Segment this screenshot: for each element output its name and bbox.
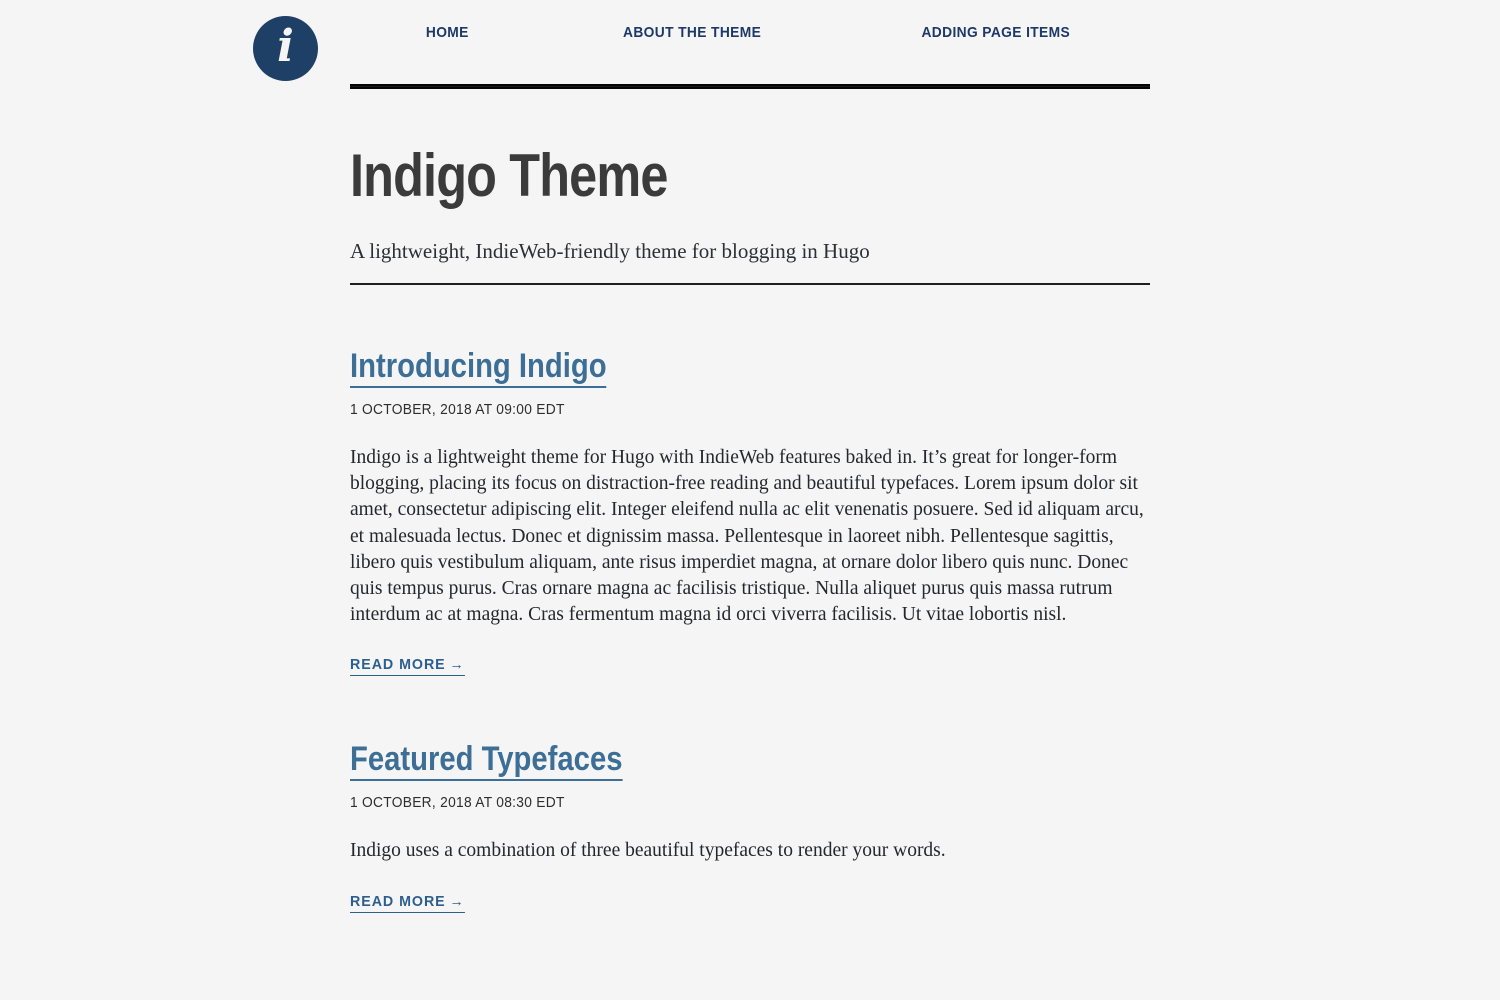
article-title bbox=[350, 347, 1038, 385]
page-title: Indigo Theme bbox=[350, 142, 668, 209]
nav-item-home[interactable]: HOME bbox=[425, 24, 469, 41]
read-more-link-introducing-indigo[interactable] bbox=[350, 656, 465, 676]
article-featured-typefaces bbox=[350, 740, 1150, 912]
nav-item-adding-page-items[interactable]: ADDING PAGE ITEMS bbox=[921, 24, 1070, 41]
read-more-label: READ MORE bbox=[350, 892, 446, 910]
article-date: 1 OCTOBER, 2018 AT 08:30 EDT bbox=[350, 795, 565, 812]
site-logo[interactable] bbox=[253, 16, 318, 81]
arrow-right-icon: → bbox=[449, 656, 465, 674]
article-title bbox=[350, 740, 1038, 778]
arrow-right-icon: → bbox=[449, 892, 465, 910]
article-title-link-featured-typefaces[interactable]: Featured Typefaces bbox=[350, 740, 622, 781]
site-header bbox=[277, 0, 1150, 89]
article-introducing-indigo bbox=[350, 347, 1150, 676]
read-more-label: READ MORE bbox=[350, 656, 446, 674]
main-nav bbox=[350, 24, 1150, 42]
masthead-rule bbox=[350, 283, 1150, 285]
article-date: 1 OCTOBER, 2018 AT 09:00 EDT bbox=[350, 402, 565, 418]
read-more-link-featured-typefaces[interactable] bbox=[350, 893, 465, 913]
indigo-i-icon: i bbox=[277, 20, 294, 72]
page bbox=[277, 0, 1150, 913]
post-list bbox=[350, 347, 1150, 913]
article-excerpt: Indigo uses a combination of three beautiful typefaces to render your words. bbox=[350, 840, 946, 862]
article-title-link-introducing-indigo[interactable]: Introducing Indigo bbox=[350, 347, 607, 388]
article-excerpt: Indigo is a lightweight theme for Hugo with IndieWeb features baked in. It’s great for longer-form blogging, placing its focus on distraction-free reading and beautiful typefaces. Lorem ipsum dolor sit amet, consectetur adipiscing elit. Integer eleifend nulla ac elit venenatis posuere. Sed id aliquam arcu, et malesuada lectus. Donec et dignissim massa. Pellentesque in laoreet nibh. Pellentesque sagittis, libero quis vestibulum aliquam, ante risus imperdiet magna, at ornare dolor libero quis nunc. Donec quis tempus purus. Cras ornare magna ac facilisis tristique. Nulla aliquet purus quis massa rutrum interdum ac at magna. Cras fermentum magna id orci viverra facilisis. Ut vitae lobortis nisl. bbox=[350, 447, 1144, 626]
header-rule bbox=[350, 84, 1150, 89]
page-subtitle: A lightweight, IndieWeb-friendly theme for blogging in Hugo bbox=[350, 239, 870, 263]
nav-item-about-the-theme[interactable]: ABOUT THE THEME bbox=[623, 24, 762, 41]
masthead bbox=[350, 142, 1150, 285]
